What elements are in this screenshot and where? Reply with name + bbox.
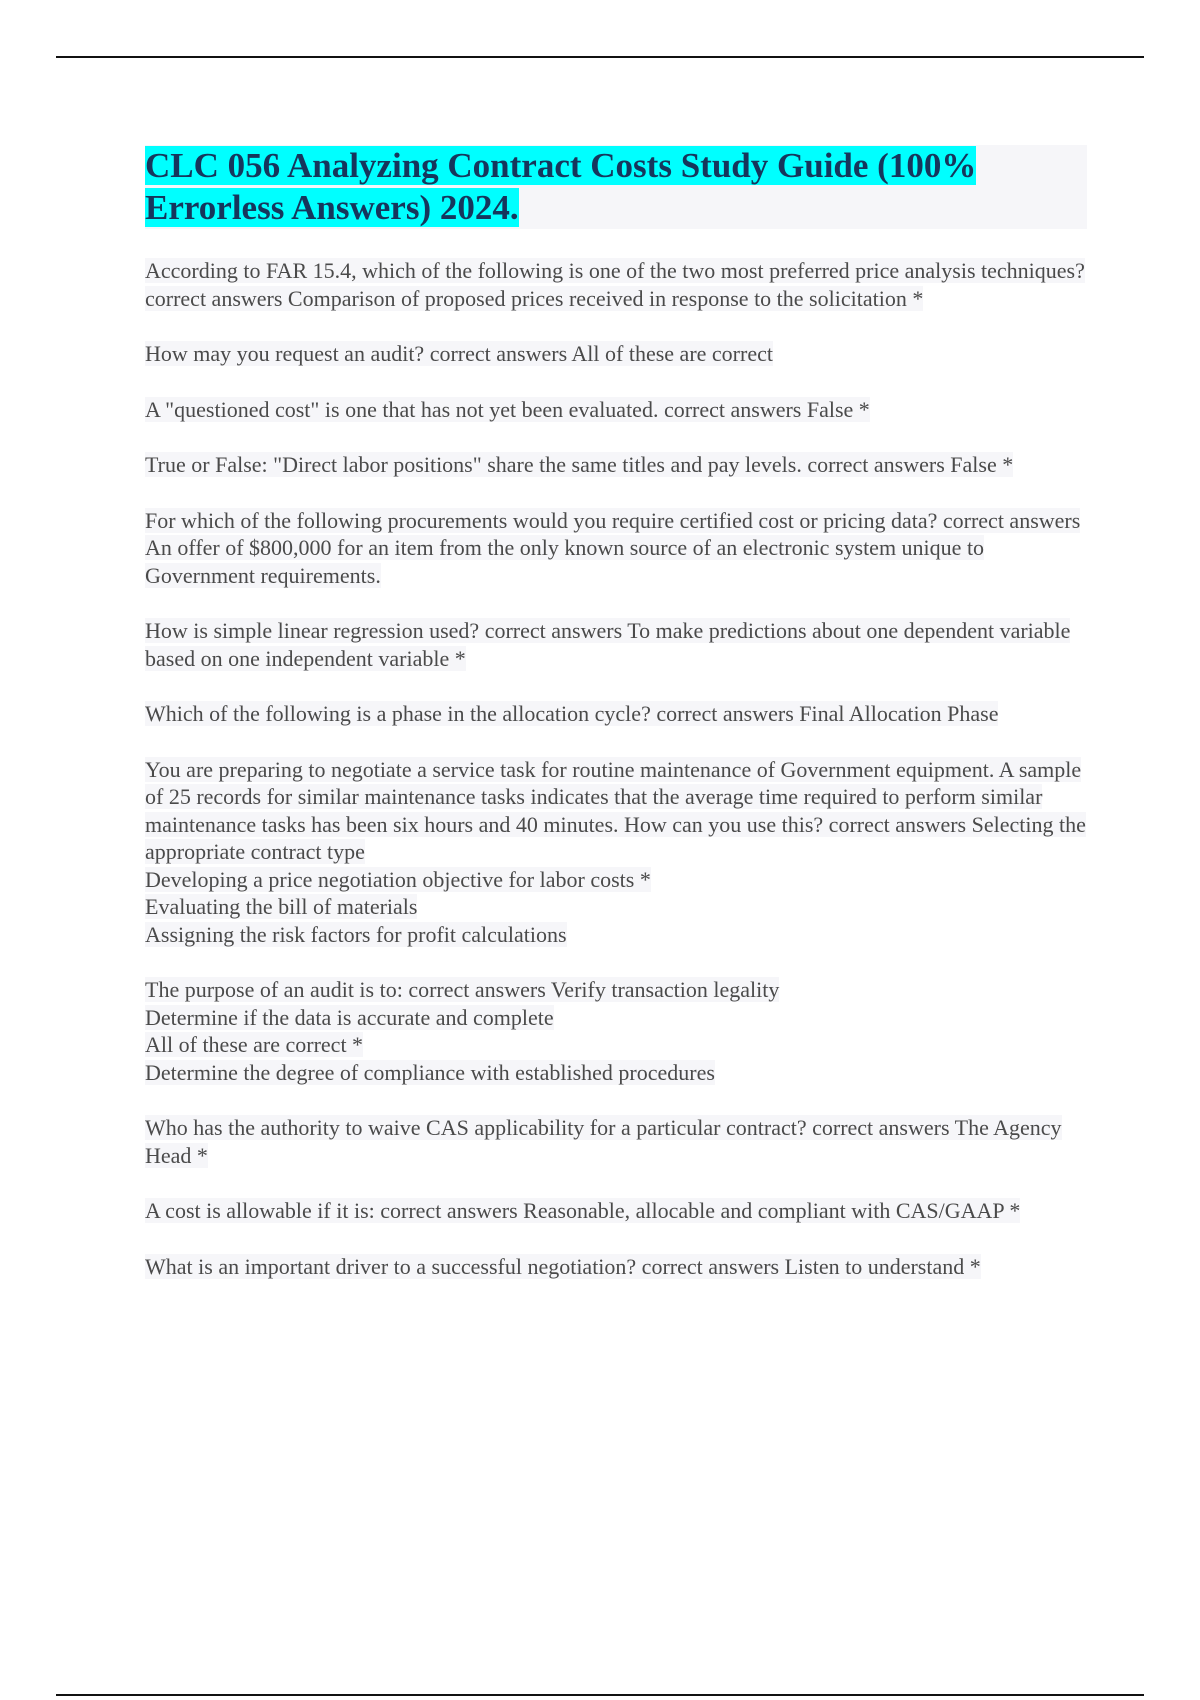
- document-body: [145, 145, 1087, 1308]
- qa-line: Assigning the risk factors for profit calculations: [145, 921, 567, 947]
- qa-line: For which of the following procurements would you require certified cost or pricing data? correct answers An offer of $800,000 for an item from the only known source of an electronic system unique to Government requirements.: [145, 507, 1081, 588]
- top-rule: [56, 56, 1144, 58]
- qa-item: [145, 756, 1087, 949]
- qa-line: True or False: "Direct labor positions" share the same titles and pay levels. correct answers False *: [145, 452, 1014, 477]
- qa-item: [145, 257, 1087, 312]
- qa-line: A cost is allowable if it is: correct answers Reasonable, allocable and compliant with CAS/GAAP *: [145, 1198, 1021, 1223]
- qa-item: [145, 340, 1087, 368]
- bottom-rule: [56, 1694, 1144, 1696]
- qa-line: According to FAR 15.4, which of the following is one of the two most preferred price analysis techniques? correct answers Comparison of proposed prices received in response to the solicitation *: [145, 258, 1085, 311]
- title-block: [145, 145, 1087, 229]
- qa-line: What is an important driver to a successful negotiation? correct answers Listen to understand *: [145, 1253, 981, 1279]
- qa-line: Determine the degree of compliance with established procedures: [145, 1059, 715, 1085]
- qa-item: [145, 507, 1087, 590]
- qa-item: [145, 617, 1087, 672]
- qa-line: Developing a price negotiation objective for labor costs *: [145, 866, 651, 892]
- qa-item: [145, 976, 1087, 1086]
- qa-item: [145, 396, 1087, 424]
- qa-item: [145, 1253, 1087, 1281]
- qa-item: [145, 451, 1087, 479]
- qa-line: You are preparing to negotiate a service task for routine maintenance of Government equipment. A sample of 25 records for similar maintenance tasks indicates that the average time required to perform similar maintenance tasks has been six hours and 40 minutes. How can you use this? correct answers Selecting the appropriate contract type: [145, 756, 1086, 864]
- qa-line: How is simple linear regression used? correct answers To make predictions about one dependent variable based on one independent variable *: [145, 618, 1071, 671]
- qa-item: [145, 1197, 1087, 1225]
- qa-list: [145, 257, 1087, 1280]
- qa-item: [145, 700, 1087, 728]
- qa-line: Which of the following is a phase in the allocation cycle? correct answers Final Allocation Phase: [145, 701, 999, 726]
- qa-item: [145, 1114, 1087, 1169]
- qa-line: How may you request an audit? correct answers All of these are correct: [145, 341, 773, 366]
- qa-line: Determine if the data is accurate and complete: [145, 1004, 554, 1030]
- qa-line: Evaluating the bill of materials: [145, 894, 418, 919]
- document-title: CLC 056 Analyzing Contract Costs Study Guide (100% Errorless Answers) 2024.: [145, 146, 977, 227]
- qa-line: The purpose of an audit is to: correct answers Verify transaction legality: [145, 977, 780, 1002]
- qa-line: All of these are correct *: [145, 1032, 364, 1057]
- qa-line: A "questioned cost" is one that has not yet been evaluated. correct answers False *: [145, 396, 870, 422]
- qa-line: Who has the authority to waive CAS applicability for a particular contract? correct answers The Agency Head *: [145, 1115, 1062, 1168]
